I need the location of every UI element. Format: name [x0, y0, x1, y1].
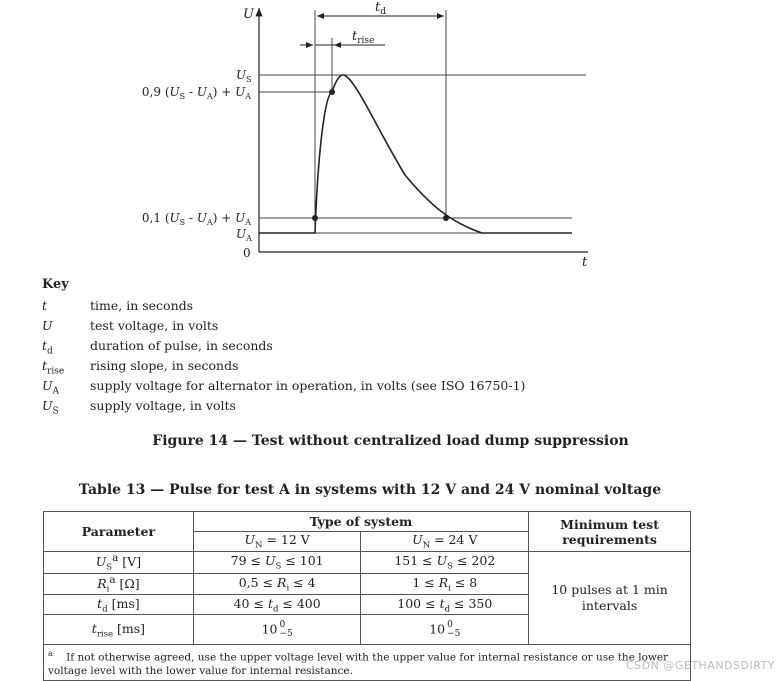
level10-label: 0,1 $(U_S - U_A) + U_A$ — [141, 211, 251, 227]
table-footnote: $^a$ If not otherwise agreed, use the upper voltage level with the upper value for internal resistance or use the lower voltage level with the lower value for internal resistance. — [44, 645, 691, 681]
header-24v: $U_N = 24$ V — [361, 532, 529, 552]
point-start-10pct — [312, 215, 318, 221]
pulse-figure — [0, 0, 781, 280]
header-min-requirements: Minimum test requirements — [529, 512, 691, 552]
table-footnote-row — [44, 645, 691, 681]
table-caption: Table 13 — Pulse for test A in systems with 12 V and 24 V nominal voltage — [78, 482, 662, 498]
key-heading: Key — [42, 277, 69, 292]
table-row: $U_S^a$ [V] $79 \le U_S \le 101$ $151 \le U_S \le 202$ 10 pulses at 1 min intervals — [44, 552, 691, 574]
y-axis-label: U — [243, 7, 254, 22]
ua-level-label: $U_A$ — [236, 227, 252, 243]
point-end-10pct — [443, 215, 449, 221]
td-label: $t_d$ — [375, 0, 386, 17]
min-requirements-cell: 10 pulses at 1 min intervals — [529, 552, 691, 645]
figure-caption: Figure 14 — Test without centralized load dump suppression — [152, 433, 629, 449]
table-row: $t_{rise}$ [ms] 10 0 −5 10 0 −5 — [44, 615, 691, 645]
trise-label: $t_{rise}$ — [352, 29, 375, 46]
us-level-label: $U_S$ — [236, 68, 252, 84]
x-axis-label: t — [582, 255, 588, 270]
origin-label: 0 — [243, 246, 251, 260]
header-12v: $U_N = 12$ V — [193, 532, 361, 552]
pulse-table — [43, 511, 691, 681]
level90-label: 0,9 $(U_S - U_A) + U_A$ — [141, 85, 251, 101]
point-90pct — [329, 89, 335, 95]
header-type-of-system: Type of system — [193, 512, 528, 532]
table-header-row — [44, 512, 691, 532]
table-row: $R_i^a$ [Ω] $0,5 \le R_i \le 4$ $1 \le R_i \le 8$ — [44, 573, 691, 595]
pulse-curve — [259, 75, 572, 233]
table-row: $t_d$ [ms] $40 \le t_d \le 400$ $100 \le t_d \le 350$ — [44, 595, 691, 615]
watermark: CSDN @GETHANDSDIRTY — [625, 659, 775, 672]
header-parameter: Parameter — [44, 512, 194, 552]
